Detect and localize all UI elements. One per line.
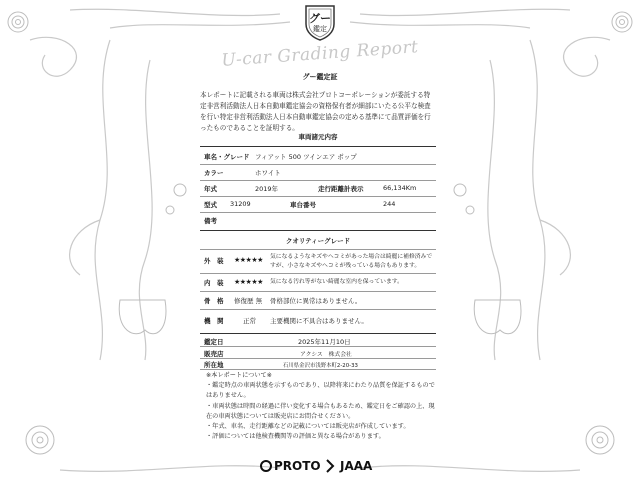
year-value: 2019年 [255, 185, 279, 193]
mileage-label: 走行距離計表示 [318, 185, 364, 193]
intro-paragraph: 本レポートに記載される車両は株式会社プロトコーポレーションが委託する特定非営利活動法人日本自動車鑑定協会の資格保有者が細部にいたる公平な検査を行い特定非営利活動法人日本自動車鑑定協会の定める基準にて品質評価を行ったものであることを証明する。 [200, 91, 431, 132]
model-value: 31209 [230, 200, 251, 208]
vehicle-name-value: フィアット 500 ツインエア ポップ [255, 153, 357, 161]
seal-title: グー [309, 12, 331, 25]
note-item: ・年式、車名、走行距離などの記載については販売店が作成しています。 [206, 423, 410, 431]
address-label: 所在地 [204, 361, 224, 369]
frame-description: 骨格部位に異常はありません。 [270, 297, 362, 305]
note-item: ・評価については他検査機関等の評価と異なる場合があります。 [206, 433, 385, 441]
note-item: ・鑑定時点の車両状態を示すものであり、以降将来にわたり品質を保証するものではありません。 [206, 382, 435, 400]
model-label: 型式 [204, 201, 217, 209]
color-label: カラー [204, 169, 224, 177]
divider [200, 230, 436, 231]
divider [200, 212, 436, 213]
exterior-label: 外 装 [204, 257, 224, 265]
quality-section-title: クオリティーグレード [285, 237, 351, 245]
divider [200, 358, 436, 359]
interior-label: 内 装 [204, 279, 224, 287]
proto-logo [260, 459, 321, 473]
engine-value: 正常 [243, 317, 256, 325]
proto-logo-text: PROTO [274, 459, 321, 473]
divider [200, 333, 436, 334]
interior-description: 気になる汚れ等がない綺麗な室内を保っています。 [270, 279, 403, 285]
address-value: 石川県金沢市浅野本町2-20-33 [283, 363, 358, 369]
document-title: グー鑑定証 [302, 73, 338, 81]
divider [200, 180, 436, 181]
engine-label: 機 関 [204, 317, 224, 325]
seal-subtitle: 鑑定 [313, 25, 327, 33]
color-value: ホワイト [255, 169, 281, 177]
spec-section-title: 車両諸元内容 [298, 133, 338, 141]
report-title: U-car Grading Report [220, 37, 420, 71]
divider [200, 146, 436, 147]
mileage-value: 66,134Km [383, 184, 417, 192]
remarks-label: 備考 [204, 217, 217, 225]
frame-value: 修復歴 無 [234, 297, 263, 305]
year-label: 年式 [204, 185, 217, 193]
vehicle-name-label: 車名・グレード [204, 153, 250, 161]
grading-date-label: 鑑定日 [204, 338, 224, 346]
chassis-value: 244 [383, 200, 396, 208]
dealer-label: 販売店 [204, 350, 224, 358]
divider [200, 309, 436, 310]
divider [200, 369, 436, 370]
divider [200, 249, 436, 250]
jaaa-mark-icon [325, 459, 335, 473]
grading-date-value: 2025年11月10日 [298, 338, 351, 346]
divider [200, 164, 436, 165]
chassis-label: 車台番号 [290, 201, 316, 209]
engine-description: 主要機関に不具合はありません。 [270, 317, 368, 325]
exterior-description: 気になるようなキズやヘコミがあった場合は綺麗に補修済みですが、小さなキズやヘコミが残っている場合もあります。 [270, 254, 433, 269]
grading-seal [300, 2, 340, 42]
interior-rating: ★★★★★ [234, 278, 263, 286]
proto-mark-icon [260, 460, 272, 472]
divider [200, 346, 436, 347]
frame-label: 骨 格 [204, 297, 224, 305]
exterior-rating: ★★★★★ [234, 256, 263, 264]
dealer-value: アクシス 株式会社 [300, 352, 352, 358]
notes-block [206, 371, 436, 442]
divider [200, 196, 436, 197]
jaaa-logo: JAAA [340, 459, 373, 473]
note-item: ・車両状態は時間の経過に伴い変化する場合もあるため、鑑定日をご確認の上、現在の車両状態については販売店にお問合せください。 [206, 402, 435, 420]
divider [200, 273, 436, 274]
notes-heading: ※本レポートについて※ [206, 372, 272, 379]
divider [200, 291, 436, 292]
